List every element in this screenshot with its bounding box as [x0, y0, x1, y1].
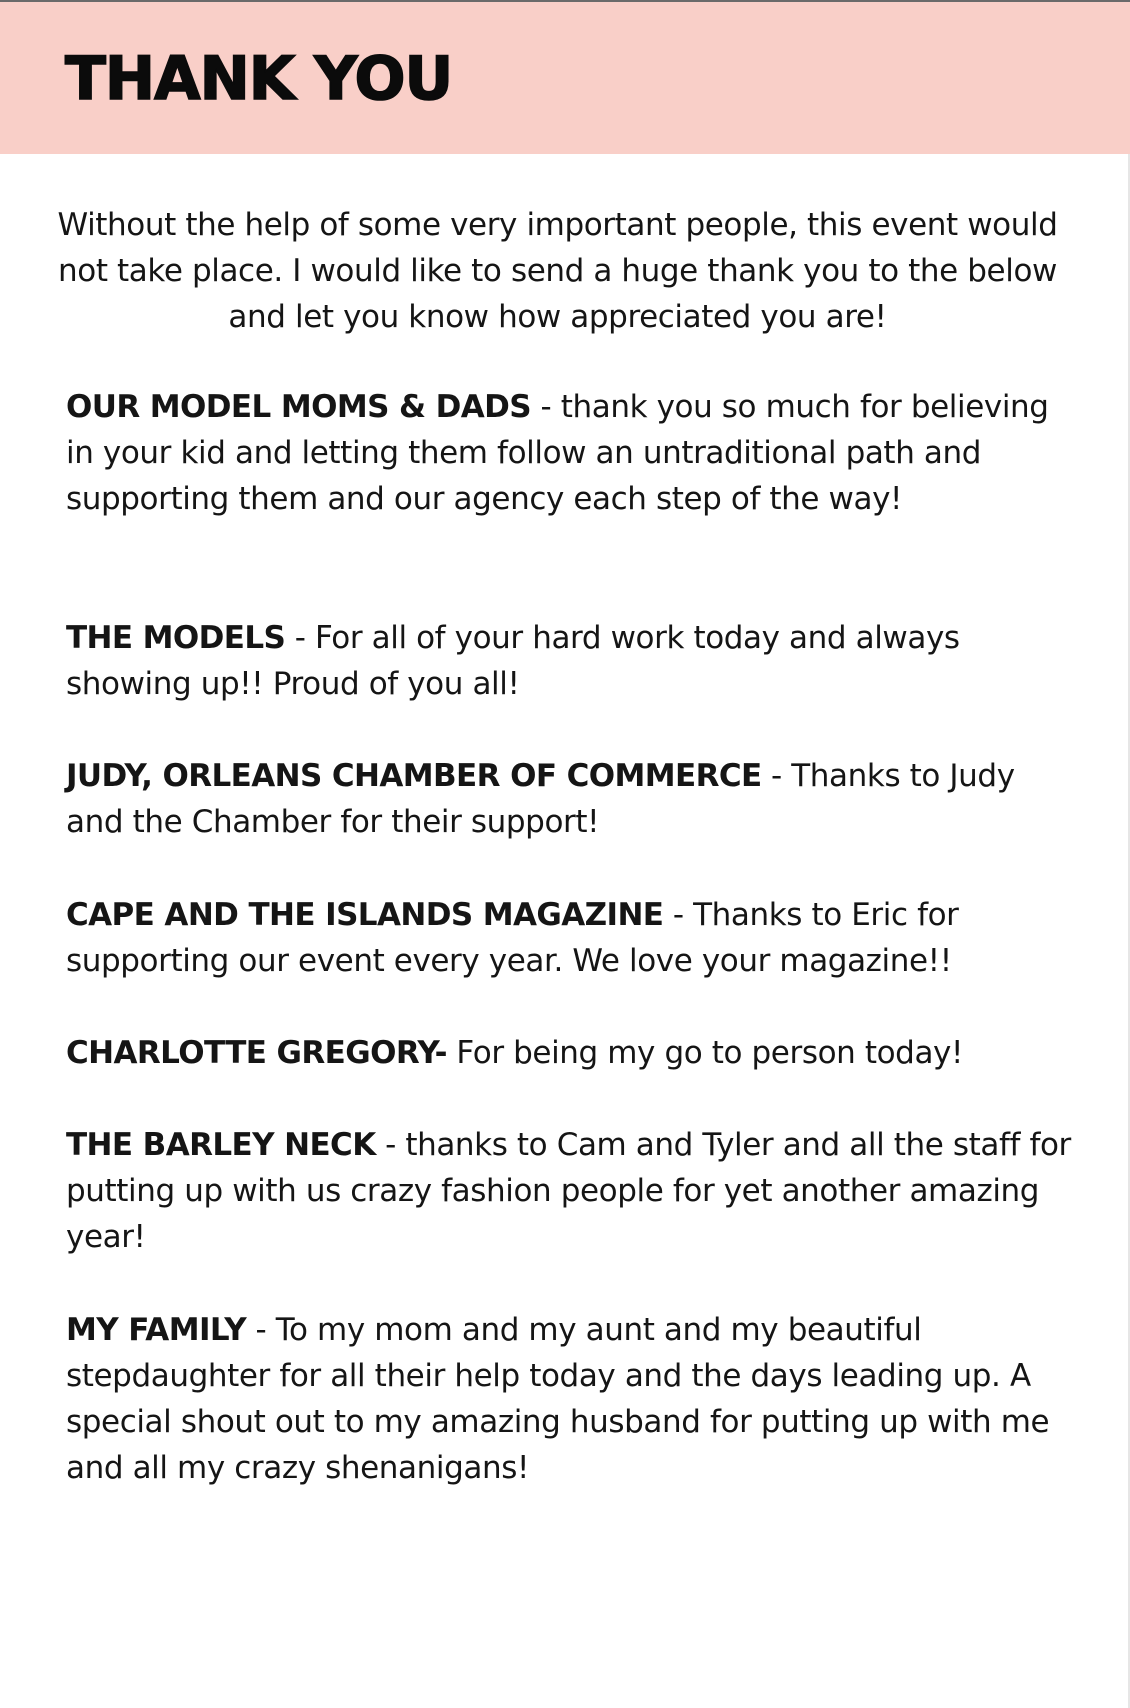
section-heading: JUDY, ORLEANS CHAMBER OF COMMERCE: [66, 758, 762, 794]
thanks-section-chamber: [66, 753, 1076, 845]
section-heading: OUR MODEL MOMS & DADS: [66, 389, 532, 425]
section-heading: CHARLOTTE GREGORY-: [66, 1035, 447, 1071]
section-heading: MY FAMILY: [66, 1312, 247, 1348]
section-text: - For all of your hard work today and always showing up!! Proud of you all!: [66, 620, 960, 702]
section-text: - Thanks to Eric for supporting our event every year. We love your magazine!!: [66, 897, 959, 979]
section-text: - Thanks to Judy and the Chamber for their support!: [66, 758, 1015, 840]
header-band: [0, 0, 1130, 154]
section-text: - thanks to Cam and Tyler and all the staff for putting up with us crazy fashion people for yet another amazing year!: [66, 1127, 1071, 1255]
section-heading: THE MODELS: [66, 620, 286, 656]
intro-paragraph: Without the help of some very important people, this event would not take place. I would like to send a huge thank you to the below and let you know how appreciated you are!: [57, 207, 1058, 335]
thanks-section-magazine: [66, 892, 1076, 984]
section-text: - To my mom and my aunt and my beautiful stepdaughter for all their help today and the days leading up. A special shout out to my amazing husband for putting up with me and all my crazy shenanigans!: [66, 1312, 1050, 1486]
section-text: - thank you so much for believing in your kid and letting them follow an untraditional path and supporting them and our agency each step of the way!: [66, 389, 1049, 517]
thanks-section-model-parents: [66, 384, 1076, 522]
section-heading: THE BARLEY NECK: [66, 1127, 376, 1163]
thanks-section-charlotte: [66, 1030, 1076, 1076]
thanks-section-barley-neck: [66, 1122, 1076, 1260]
thanks-section-family: [66, 1307, 1076, 1491]
page-title: THANK YOU: [65, 44, 453, 114]
section-heading: CAPE AND THE ISLANDS MAGAZINE: [66, 897, 664, 933]
thanks-section-models: [66, 615, 1076, 707]
section-text: For being my go to person today!: [446, 1035, 964, 1071]
